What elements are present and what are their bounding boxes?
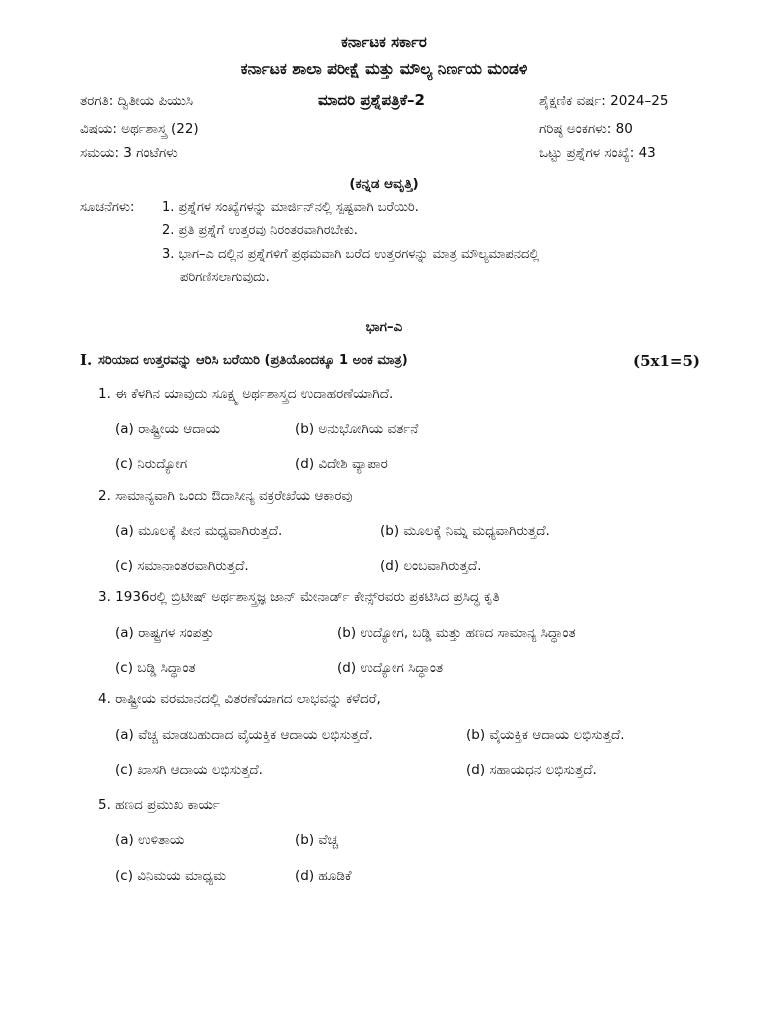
question-text: 2. ಸಾಮಾನ್ಯವಾಗಿ ಒಂದು ಔದಾಸೀನ್ಯ ವಕ್ರರೇಖೆಯ ಆಕಾರವು [98,488,353,504]
option-b: (b) ವೈಯಕ್ತಿಕ ಆದಾಯ ಲಭಿಸುತ್ತದೆ. [466,727,625,743]
instruction-item: 3. ಭಾಗ–ಎ ದಲ್ಲಿನ ಪ್ರಶ್ನೆಗಳಿಗೆ ಪ್ರಥಮವಾಗಿ ಬರೆದ ಉತ್ತರಗಳನ್ನು ಮಾತ್ರ ಮೌಲ್ಯಮಾಪನದಲ್ಲಿ [162,247,540,262]
paper-title: ಮಾದರಿ ಪ್ರಶ್ನೆಪತ್ರಿಕೆ–2 [318,91,425,109]
question-text: 5. ಹಣದ ಪ್ರಮುಖ ಕಾರ್ಯ [98,797,220,813]
academic-year: ಶೈಕ್ಷಣಿಕ ವರ್ಷ: 2024–25 [539,93,669,109]
instruction-item: 1. ಪ್ರಶ್ನೆಗಳ ಸಂಖ್ಯೆಗಳನ್ನು ಮಾರ್ಜಿನ್‌ನಲ್ಲಿ ಸ್ಪಷ್ಟವಾಗಿ ಬರೆಯಿರಿ. [162,200,419,215]
option-b: (b) ಉದ್ಯೋಗ, ಬಡ್ಡಿ ಮತ್ತು ಹಣದ ಸಾಮಾನ್ಯ ಸಿದ್ಧಾಂತ [337,625,576,641]
max-marks: ಗರಿಷ್ಠ ಅಂಕಗಳು: 80 [539,121,633,137]
option-c: (c) ಸಮಾನಾಂತರವಾಗಿರುತ್ತದೆ. [115,558,249,574]
option-a: (a) ರಾಷ್ಟ್ರೀಯ ಆದಾಯ [115,421,221,437]
option-c: (c) ವಿನಿಮಯ ಮಾಧ್ಯಮ [115,868,227,884]
question-text: 4. ರಾಷ್ಟ್ರೀಯ ವರಮಾನದಲ್ಲಿ ವಿತರಣೆಯಾಗದ ಲಾಭವನ್ನು ಕಳೆದರೆ, [98,691,381,707]
option-c: (c) ನಿರುದ್ಯೋಗ [115,456,188,472]
part-title: ಭಾಗ–ಎ [365,319,403,335]
instruction-item: 2. ಪ್ರತಿ ಪ್ರಶ್ನೆಗೆ ಉತ್ತರವು ನಿರಂತರವಾಗಿರಬೇಕು. [162,223,358,238]
board-title: ಕರ್ನಾಟಕ ಶಾಲಾ ಪರೀಕ್ಷೆ ಮತ್ತು ಮೌಲ್ಯ ನಿರ್ಣಯ ಮಂಡಳಿ [240,60,528,78]
option-d: (d) ಸಹಾಯಧನ ಲಭಿಸುತ್ತದೆ. [466,762,597,778]
instructions-label: ಸೂಚನೆಗಳು: [80,200,135,215]
time-label: ಸಮಯ: 3 ಗಂಟೆಗಳು [80,145,178,161]
question-text: 3. 1936ರಲ್ಲಿ ಬ್ರಿಟೀಷ್ ಅರ್ಥಶಾಸ್ತ್ರಜ್ಞ ಜಾನ್ ಮೇನಾರ್ಡ್ ಕೇನ್ಸ್‌ರವರು ಪ್ರಕಟಿಸಿದ ಪ್ರಸಿದ್ಧ ಕೃತಿ [98,589,500,605]
section-title: ಸರಿಯಾದ ಉತ್ತರವನ್ನು ಆರಿಸಿ ಬರೆಯಿರಿ (ಪ್ರತಿಯೊಂದಕ್ಕೂ 1 ಅಂಕ ಮಾತ್ರ) [98,353,408,368]
option-a: (a) ವೆಚ್ಚ ಮಾಡಬಹುದಾದ ವೈಯಕ್ತಿಕ ಆದಾಯ ಲಭಿಸುತ್ತದೆ. [115,727,373,743]
option-d: (d) ಉದ್ಯೋಗ ಸಿದ್ಧಾಂತ [337,660,443,676]
option-d: (d) ಹೂಡಿಕೆ [295,868,352,884]
total-questions: ಒಟ್ಟು ಪ್ರಶ್ನೆಗಳ ಸಂಖ್ಯೆ: 43 [539,145,656,161]
option-c: (c) ಬಡ್ಡಿ ಸಿದ್ಧಾಂತ [115,660,196,676]
version-label: (ಕನ್ನಡ ಆವೃತ್ತಿ) [349,176,419,192]
option-b: (b) ವೆಚ್ಚ [295,832,339,848]
option-d: (d) ಲಂಬವಾಗಿರುತ್ತದೆ. [380,558,482,574]
class-label: ತರಗತಿ: ದ್ವಿತೀಯ ಪಿಯುಸಿ [80,93,194,109]
option-b: (b) ಮೂಲಕ್ಕೆ ನಿಮ್ನ ಮಧ್ಯವಾಗಿರುತ್ತದೆ. [380,523,550,539]
section-numeral: I. [80,351,93,369]
option-a: (a) ಉಳಿತಾಯ [115,832,185,848]
government-title: ಕರ್ನಾಟಕ ಸರ್ಕಾರ [341,33,427,51]
option-c: (c) ಖಾಸಗಿ ಆದಾಯ ಲಭಿಸುತ್ತದೆ. [115,762,263,778]
option-d: (d) ವಿದೇಶಿ ವ್ಯಾಪಾರ [295,456,388,472]
question-text: 1. ಈ ಕೆಳಗಿನ ಯಾವುದು ಸೂಕ್ಷ್ಮ ಅರ್ಥಶಾಸ್ತ್ರದ ಉದಾಹರಣೆಯಾಗಿದೆ. [98,386,394,402]
option-b: (b) ಅನುಭೋಗಿಯ ವರ್ತನೆ [295,421,419,437]
instruction-item-continued: ಪರಿಗಣಿಸಲಾಗುವುದು. [180,270,270,285]
option-a: (a) ಮೂಲಕ್ಕೆ ಪೀನ ಮಧ್ಯವಾಗಿರುತ್ತದೆ. [115,523,283,539]
subject-label: ವಿಷಯ: ಅರ್ಥಶಾಸ್ತ್ರ (22) [80,121,199,137]
section-marks: (5x1=5) [633,352,701,370]
option-a: (a) ರಾಷ್ಟ್ರಗಳ ಸಂಪತ್ತು [115,625,214,641]
